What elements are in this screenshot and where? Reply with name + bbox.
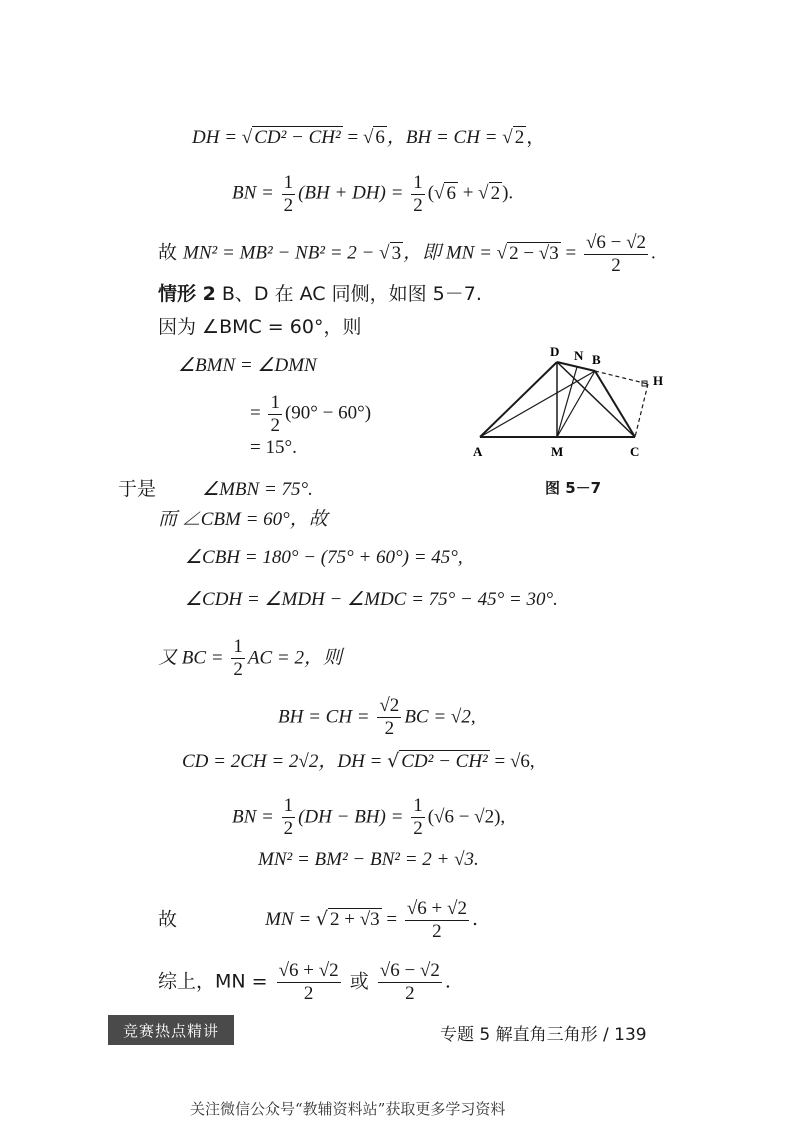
text: BN = <box>232 182 279 204</box>
numerator: √6 − √2 <box>379 960 440 981</box>
sqrt-body: 2 <box>490 182 501 204</box>
fraction <box>584 232 648 277</box>
conclusion <box>158 960 451 1005</box>
sqrt-sign: √ <box>502 127 513 148</box>
text: + <box>457 182 479 204</box>
denominator: 2 <box>432 920 442 942</box>
figure-caption: 图 5－7 <box>545 479 602 497</box>
label-n: N <box>574 348 584 363</box>
label-b: B <box>592 352 601 367</box>
denominator: 2 <box>384 717 395 739</box>
numerator: 1 <box>283 795 294 816</box>
text: (DH − BH) = <box>298 806 409 828</box>
denominator: 2 <box>413 817 423 839</box>
sqrt-body: CD² − CH² <box>401 751 488 772</box>
text: MN = <box>265 909 316 931</box>
label-m: M <box>551 444 564 459</box>
text: . <box>444 970 451 993</box>
text: ). <box>502 182 514 204</box>
page-footer: 专题 5 解直角三角形 / 139 <box>440 1025 647 1045</box>
equation-bh <box>278 695 476 740</box>
fraction <box>268 392 282 437</box>
text: ，即 MN = <box>403 242 497 264</box>
text-because: 因为 ∠BMC = 60°，则 <box>158 316 362 338</box>
equation-mbn <box>118 480 313 499</box>
denominator: 2 <box>303 982 314 1004</box>
sqrt-body: 2 <box>514 127 525 148</box>
equation-mn-squared: MN² = BM² − BN² = 2 + √3. <box>258 849 479 870</box>
denominator: 2 <box>283 194 294 216</box>
numerator: 1 <box>413 172 423 193</box>
text: MN² = MB² − NB² = 2 − <box>183 242 380 264</box>
segment-mn <box>557 367 577 437</box>
denominator: 2 <box>611 254 621 276</box>
text: ∠MBN = 75°. <box>202 479 313 500</box>
numerator: 1 <box>270 392 280 413</box>
case-2-heading <box>158 285 482 304</box>
geometry-figure <box>465 340 680 465</box>
fraction <box>405 898 469 943</box>
fraction <box>411 172 425 217</box>
equation-bn-1: BN = $\frac{1}{2}$ (BH + DH) = $\frac{1}{2}$ (√ 6 + √ 2 ). <box>232 172 514 216</box>
equation-bmn: ∠BMN = ∠DMN <box>178 355 317 376</box>
equation-bc <box>158 636 342 681</box>
denominator: 2 <box>233 658 243 680</box>
sqrt-body: 6 <box>375 127 385 148</box>
text: AC = 2，则 <box>247 647 342 669</box>
fraction <box>277 960 341 1005</box>
case-label: 情形 2 <box>158 283 216 305</box>
text: BC = √2, <box>404 706 476 728</box>
text: = <box>381 909 402 931</box>
sqrt-sign: √ <box>241 127 253 148</box>
numerator: 1 <box>233 636 243 657</box>
text: = <box>560 242 581 264</box>
fraction <box>411 795 425 840</box>
text: ( <box>427 182 435 204</box>
numerator: √6 + √2 <box>278 960 339 981</box>
text: BH = CH = <box>278 706 375 728</box>
case-description: B、D 在 AC 同侧，如图 5－7. <box>215 283 482 305</box>
text: DH = <box>192 127 242 148</box>
equation-mn-case2: 故 MN = √ 2 + √3 = $\frac{√6 + √2}{2}$ . <box>158 898 478 942</box>
bottom-note: 关注微信公众号“教辅资料站”获取更多学习资料 <box>190 1100 506 1118</box>
text: = <box>342 127 363 148</box>
numerator: 1 <box>413 795 423 816</box>
sqrt-body: CD² − CH² <box>254 127 341 148</box>
sqrt-body: 3 <box>391 242 402 264</box>
text: 又 BC = <box>158 647 229 669</box>
segment-bh <box>595 371 648 384</box>
text: 故 <box>158 241 184 264</box>
sqrt-body: 6 <box>446 182 456 204</box>
text: 于是 <box>118 478 157 500</box>
numerator: 1 <box>283 172 294 193</box>
equation-bn-2 <box>232 795 505 840</box>
text: 故 <box>158 908 178 931</box>
segment-hc <box>635 384 648 437</box>
numerator: √2 <box>379 695 400 716</box>
text: (BH + DH) = <box>298 182 409 204</box>
fraction <box>282 172 296 217</box>
text: (90° − 60°) <box>284 402 372 424</box>
label-a: A <box>473 444 483 459</box>
equation-cd: CD = 2CH = 2√2，DH = √ CD² − CH² = √6, <box>182 750 535 772</box>
label-c: C <box>630 444 640 459</box>
label-h: H <box>653 373 664 388</box>
denominator: 2 <box>270 414 280 436</box>
sqrt-body: 2 − √3 <box>509 242 559 264</box>
fraction <box>378 960 442 1005</box>
sqrt-sign: √ <box>362 127 374 148</box>
equation-cbh: ∠CBH = 180° − (75° + 60°) = 45°, <box>185 547 463 568</box>
text: CD = 2CH = 2√2，DH = <box>182 751 388 772</box>
text: BN = <box>232 806 279 828</box>
text: 或 <box>343 970 375 993</box>
fraction <box>231 636 245 681</box>
equation-mn-case1: 故 MN² = MB² − NB² = 2 − √ 3 ，即 MN = √ 2 − √3 = $\frac{√6 - √2}{2}$ . <box>158 232 656 276</box>
fraction <box>377 695 401 740</box>
equation-bmn-step <box>250 392 371 437</box>
text: = √6, <box>489 751 535 772</box>
equation-bmn-result: = 15°. <box>250 437 297 458</box>
text: . <box>651 242 656 264</box>
fraction <box>282 795 296 840</box>
text: (√6 − √2), <box>427 806 506 828</box>
numerator: √6 + √2 <box>406 898 467 919</box>
text-cbm: 而 ∠CBM = 60°，故 <box>158 509 328 530</box>
equation-dh <box>192 128 545 147</box>
numerator: √6 − √2 <box>585 232 647 253</box>
equation-cdh: ∠CDH = ∠MDH − ∠MDC = 75° − 45° = 30°. <box>185 589 558 610</box>
text: ， <box>526 127 546 148</box>
sqrt-body: 2 + √3 <box>330 909 380 931</box>
denominator: 2 <box>283 817 294 839</box>
text: 综上，MN = <box>158 970 274 993</box>
label-d: D <box>550 344 560 359</box>
denominator: 2 <box>413 194 423 216</box>
section-badge: 竞赛热点精讲 <box>108 1015 234 1045</box>
text: . <box>471 908 478 931</box>
denominator: 2 <box>405 982 415 1004</box>
text: = <box>250 402 266 424</box>
text: ，BH = CH = <box>386 127 503 148</box>
